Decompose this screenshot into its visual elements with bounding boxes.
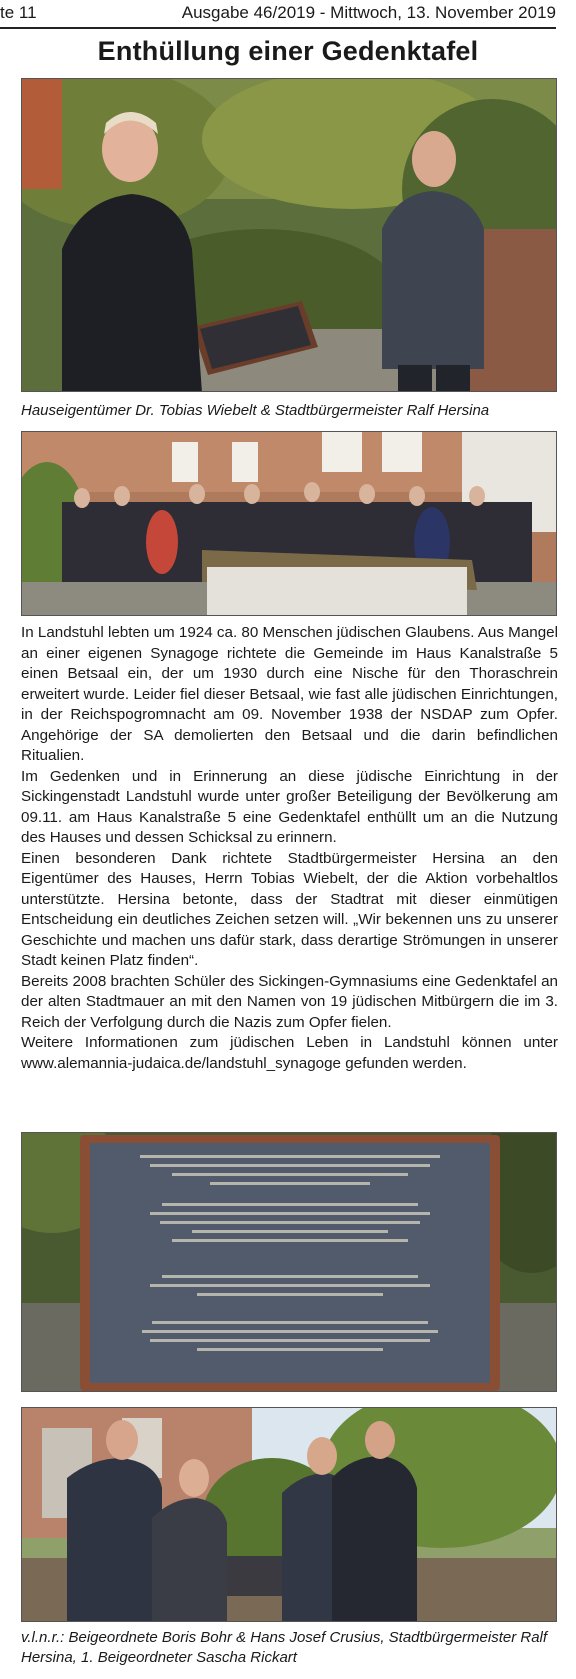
header-rule — [0, 27, 556, 29]
article-paragraph: Weitere Informationen zum jüdischen Leben in Landstuhl können unter www.alemannia-judaica.de/landstuhl_synagoge gefunden werden. — [21, 1034, 558, 1072]
photo-caption: v.l.n.r.: Beigeordnete Boris Bohr & Hans Josef Crusius, Stadtbürgermeister Ralf Hersina, 1. Beigeordneter Sascha Rickart — [21, 1629, 548, 1666]
page-number: te 11 — [0, 3, 37, 22]
photo-caption: Hauseigentümer Dr. Tobias Wiebelt & Stadtbürgermeister Ralf Hersina — [21, 402, 490, 419]
photo-four-officials — [21, 1407, 557, 1622]
article-paragraph: Bereits 2008 brachten Schüler des Sickingen-Gymnasiums eine Gedenktafel an der alten Stadtmauer an mit den Namen von 19 jüdischen Mitbürgern die im 3. Reich der Verfolgung durch die Nazis zum Opfer fielen. — [21, 972, 558, 1031]
photo-owner-and-mayor — [21, 78, 557, 392]
article-paragraph: Im Gedenken und in Erinnerung an diese jüdische Einrichtung in der Sickingenstadt Landstuhl wurde unter großer Beteiligung der Bevölkerung am 09.11. am Haus Kanalstraße 5 eine Gedenktafel enthüllt um an die Nutzung des Hauses und dessen Schicksal zu erinnern. — [21, 767, 558, 846]
article-paragraph: Einen besonderen Dank richtete Stadtbürgermeister Hersina an den Eigentümer des Hauses, Herrn Tobias Wiebelt, der die Aktion vorbehaltlos unterstützte. Hersina betonte, dass der Stadtrat mit dieser einmütigen Entscheidung ein deutliches Zeichen setzen will. „Wir bekennen uns zu unserer Geschichte und machen uns dafür stark, dass derartige Strömungen in unserer Stadt keinen Platz finden“. — [21, 849, 558, 969]
issue-line: Ausgabe 46/2019 - Mittwoch, 13. November 2019 — [181, 3, 556, 22]
article-headline: Enthüllung einer Gedenktafel — [97, 36, 479, 66]
article-body — [21, 623, 558, 1074]
photo-memorial-plaque — [21, 1132, 557, 1392]
article-paragraph: In Landstuhl lebten um 1924 ca. 80 Menschen jüdischen Glaubens. Aus Mangel an einer eigenen Synagoge richtete die Gemeinde im Haus Kanalstraße 5 einen Betsaal ein, der um 1930 durch eine Nische für den Thoraschrein erweitert wurde. Leider fiel dieser Betsaal, wie fast alle jüdischen Einrichtungen, in der Reichspogromnacht am 09. November 1938 der NSDAP zum Opfer. Angehörige der SA demolierten den Betsaal und die darin befindlichen Ritualien. — [21, 624, 558, 764]
page-header — [0, 0, 556, 27]
photo-crowd — [21, 431, 557, 616]
